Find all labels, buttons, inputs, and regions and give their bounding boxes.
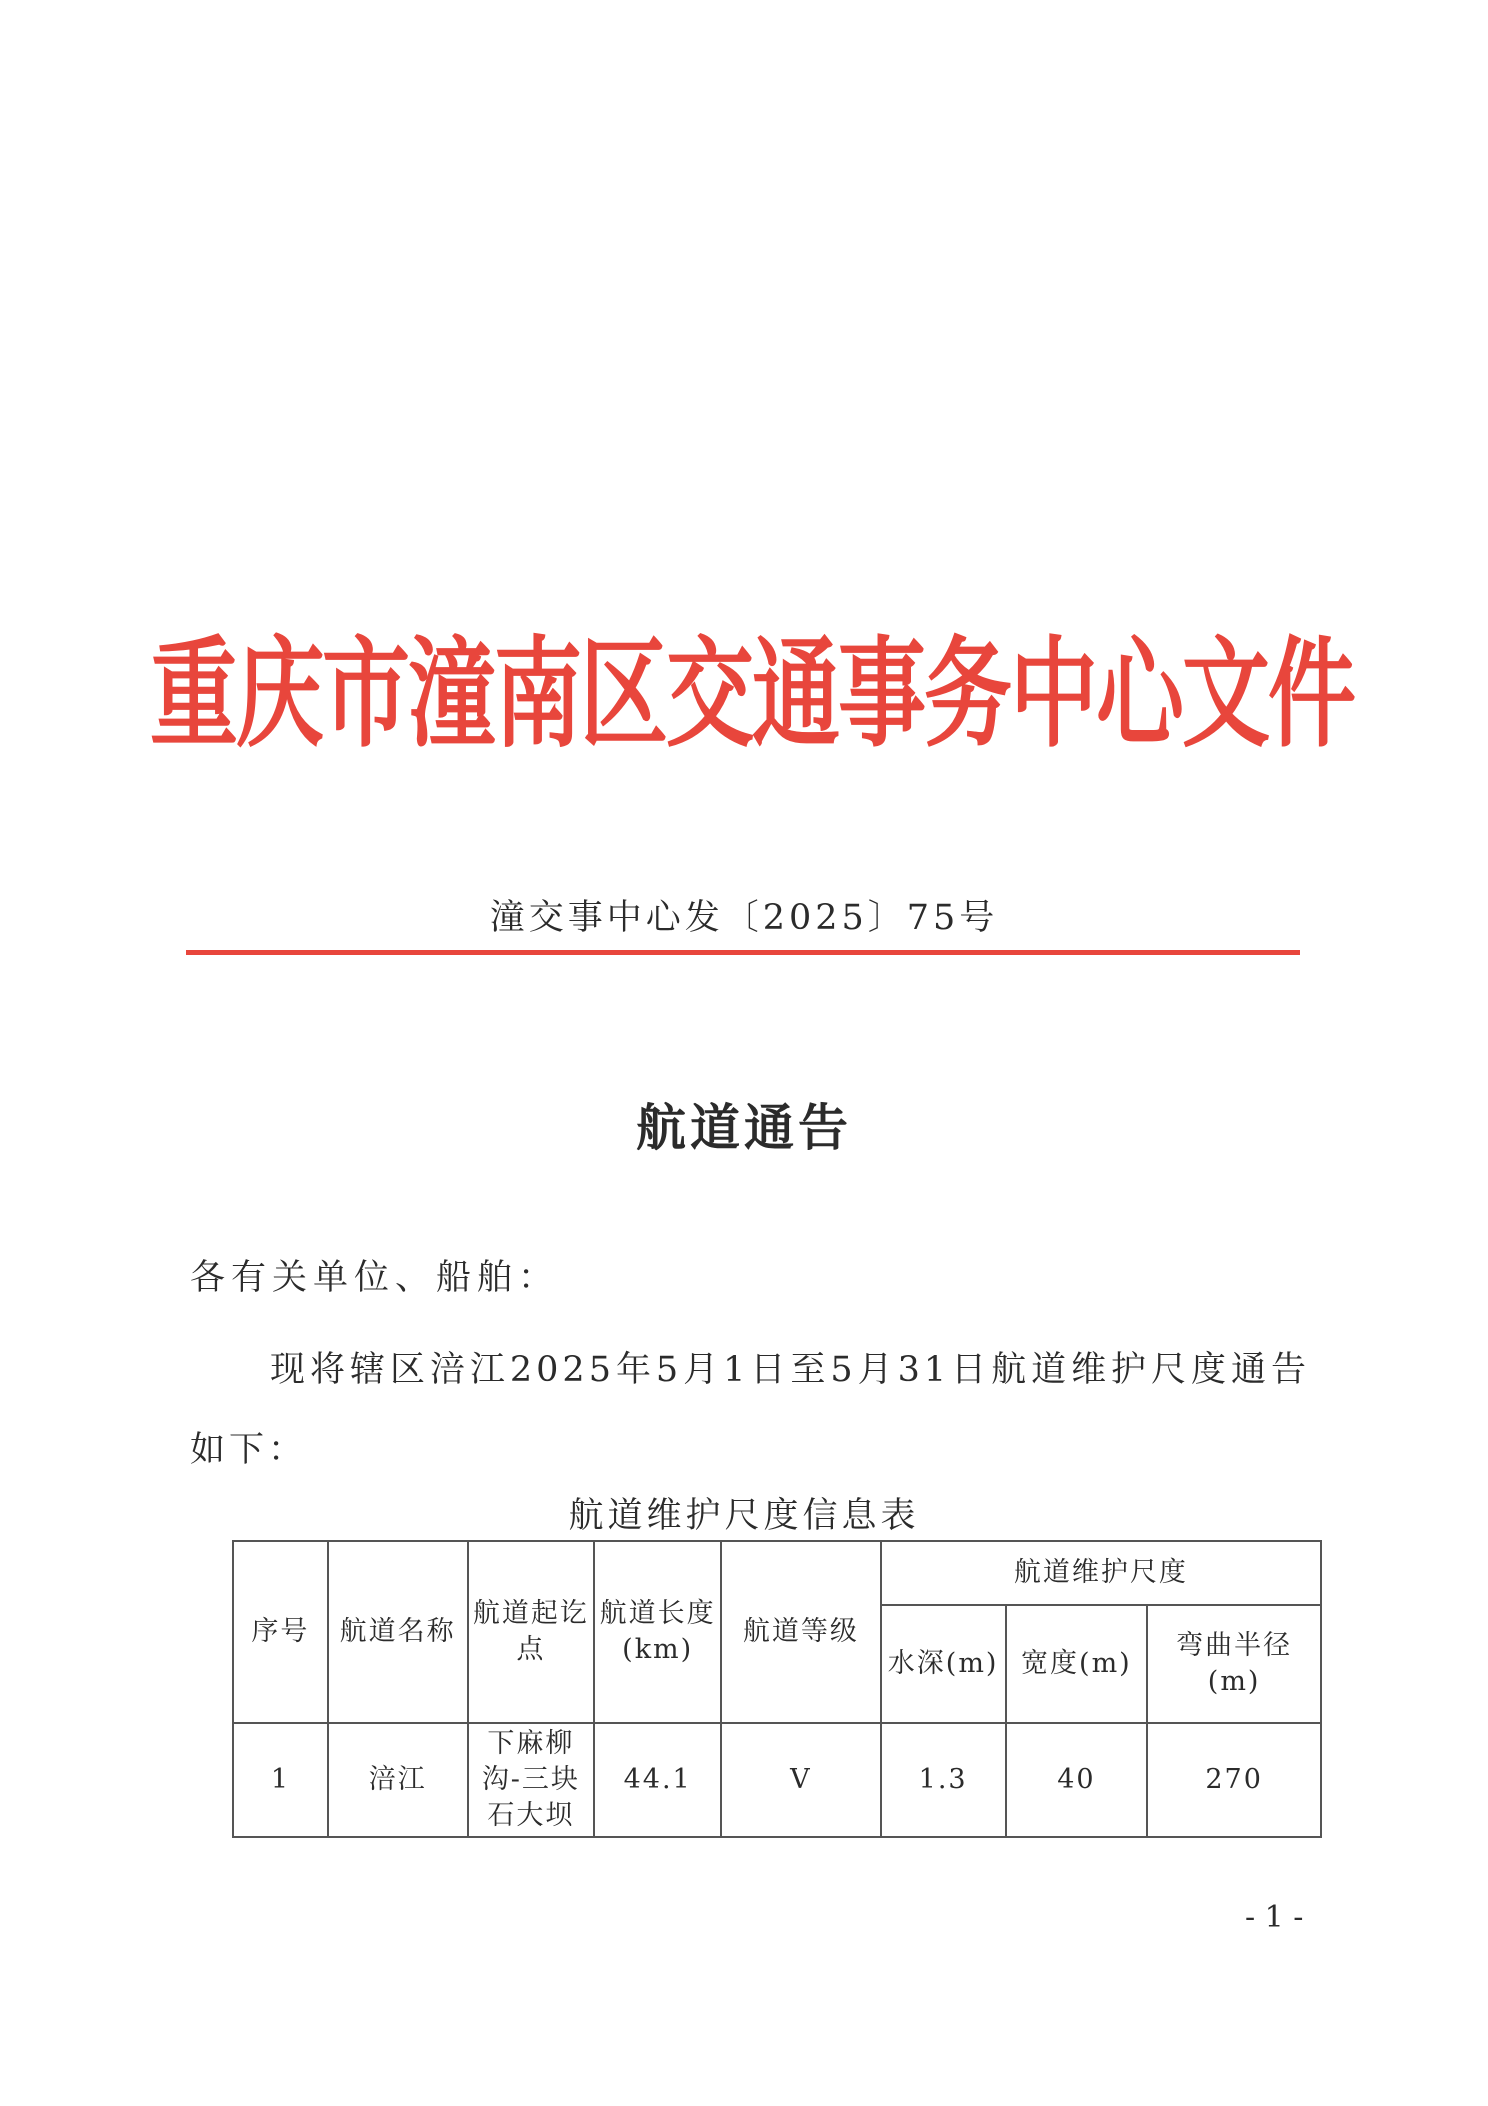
header-length: 航道长度(km) xyxy=(594,1541,721,1723)
maintenance-dimension-table xyxy=(232,1540,1322,1838)
cell-name: 涪江 xyxy=(328,1723,468,1837)
header-grade: 航道等级 xyxy=(721,1541,881,1723)
table-header-row xyxy=(233,1541,1321,1605)
header-radius: 弯曲半径(m) xyxy=(1147,1605,1321,1723)
page-number: - 1 - xyxy=(1245,1900,1304,1935)
cell-width: 40 xyxy=(1006,1723,1148,1837)
table-row xyxy=(233,1723,1321,1837)
notice-body: 现将辖区涪江2025年5月1日至5月31日航道维护尺度通告如下： xyxy=(190,1350,1310,1470)
header-depth: 水深(m) xyxy=(881,1605,1006,1723)
document-number: 潼交事中心发〔2025〕75号 xyxy=(489,898,999,938)
header-width: 宽度(m) xyxy=(1006,1605,1148,1723)
masthead-title: 重庆市潼南区交通事务中心文件 xyxy=(150,624,1355,764)
red-divider-line xyxy=(186,950,1300,955)
cell-radius: 270 xyxy=(1147,1723,1321,1837)
header-index: 序号 xyxy=(233,1541,328,1723)
cell-depth: 1.3 xyxy=(881,1723,1006,1837)
header-dimensions-group: 航道维护尺度 xyxy=(881,1541,1321,1605)
header-section: 航道起讫点 xyxy=(468,1541,595,1723)
cell-grade: V xyxy=(721,1723,881,1837)
salutation: 各有关单位、船舶： xyxy=(190,1258,560,1298)
cell-index: 1 xyxy=(233,1723,328,1837)
cell-section: 下麻柳沟-三块石大坝 xyxy=(468,1723,595,1837)
header-name: 航道名称 xyxy=(328,1541,468,1723)
table-title: 航道维护尺度信息表 xyxy=(568,1496,920,1536)
notice-title: 航道通告 xyxy=(636,1098,852,1157)
cell-length: 44.1 xyxy=(594,1723,721,1837)
